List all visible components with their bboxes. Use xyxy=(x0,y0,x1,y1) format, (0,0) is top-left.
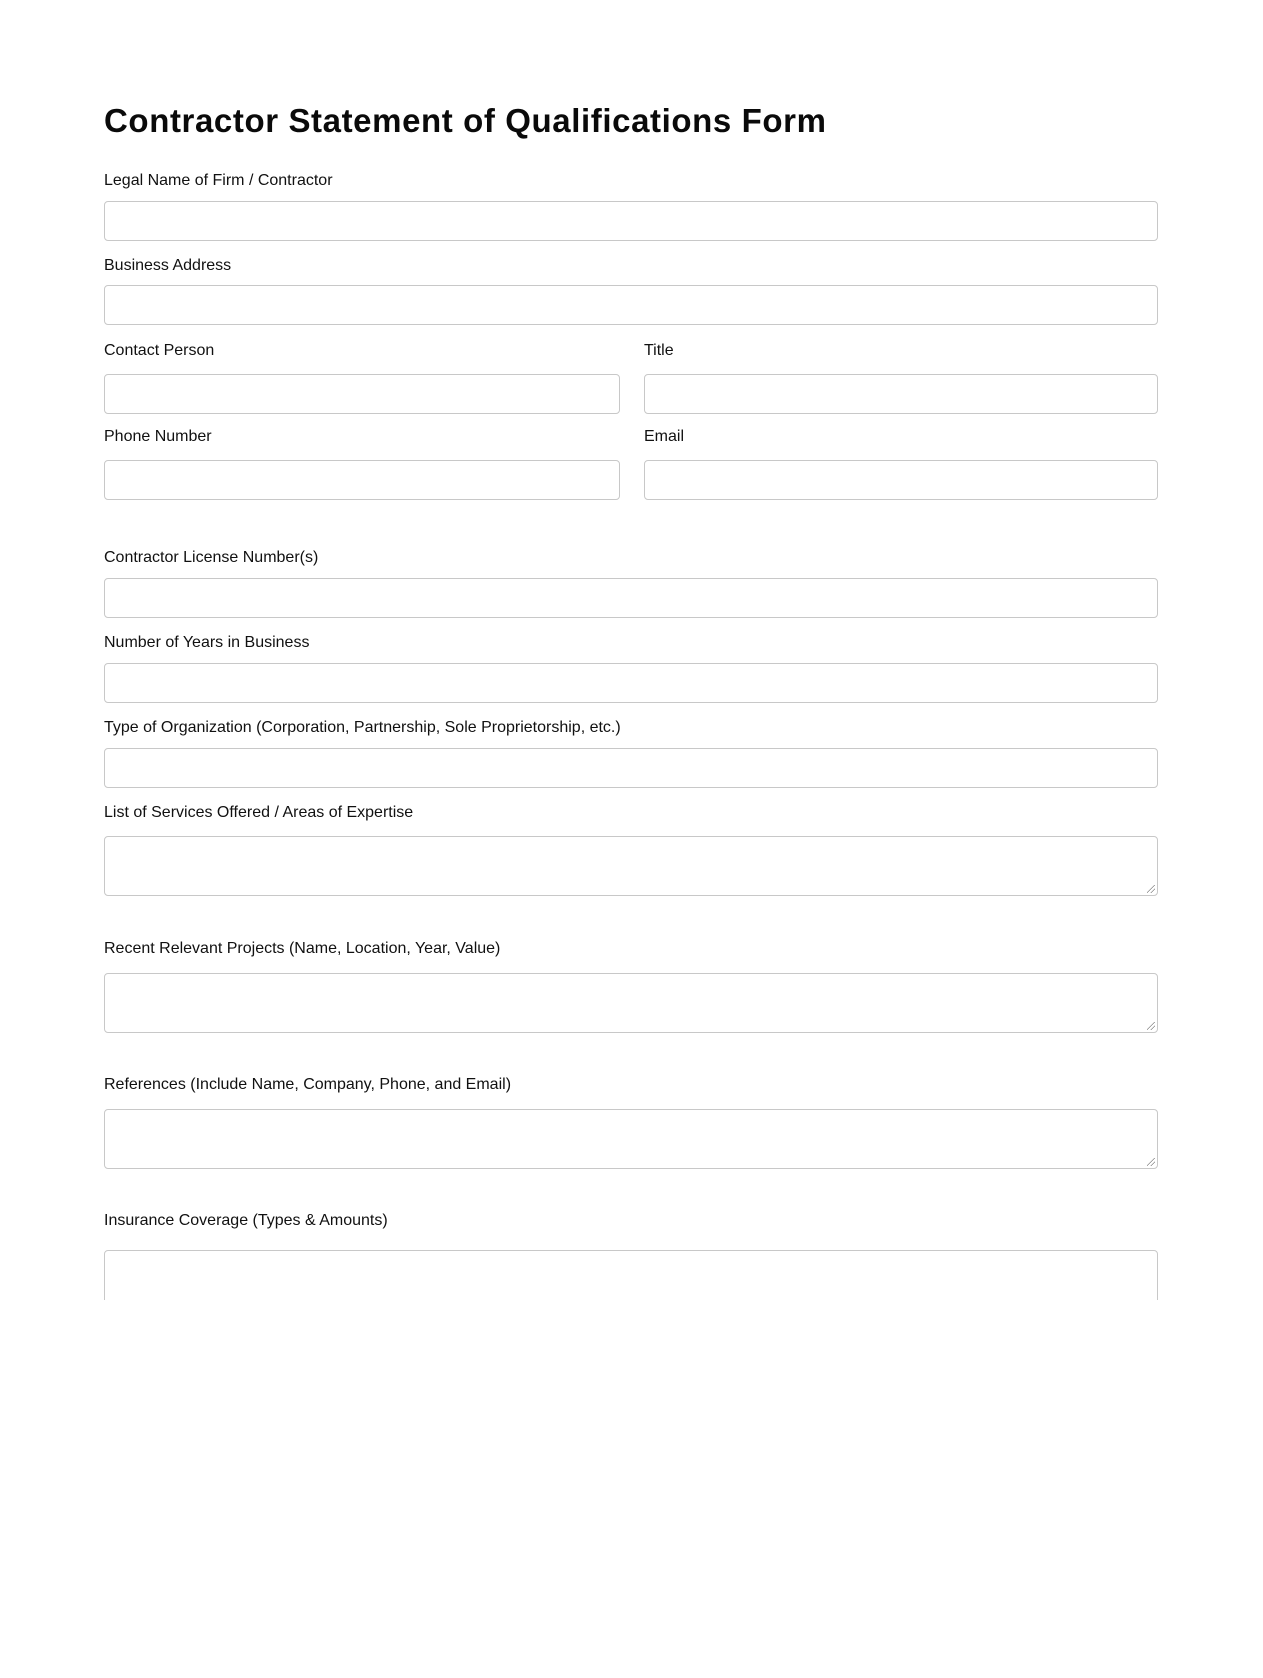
organization-type-label: Type of Organization (Corporation, Partnership, Sole Proprietorship, etc.) xyxy=(104,719,621,736)
title-label: Title xyxy=(644,342,674,359)
license-numbers-input[interactable] xyxy=(104,578,1158,618)
years-in-business-field xyxy=(104,634,1158,704)
recent-projects-field xyxy=(104,940,1158,1034)
recent-projects-textarea[interactable] xyxy=(104,973,1158,1033)
contact-person-label: Contact Person xyxy=(104,342,215,359)
references-field xyxy=(104,1076,1158,1170)
email-label: Email xyxy=(644,428,685,445)
insurance-field xyxy=(104,1212,1158,1300)
legal-name-input[interactable] xyxy=(104,201,1158,241)
page-title: Contractor Statement of Qualifications Form xyxy=(104,102,827,139)
resize-handle-icon[interactable] xyxy=(1147,885,1155,893)
organization-type-field xyxy=(104,719,1158,789)
phone-label: Phone Number xyxy=(104,428,212,445)
resize-handle-icon[interactable] xyxy=(1147,1158,1155,1166)
phone-input[interactable] xyxy=(104,460,620,500)
legal-name-field xyxy=(104,172,1158,242)
business-address-input[interactable] xyxy=(104,285,1158,325)
license-numbers-field xyxy=(104,549,1158,619)
title-field xyxy=(644,342,1158,412)
legal-name-label: Legal Name of Firm / Contractor xyxy=(104,172,333,189)
contact-person-field xyxy=(104,342,620,412)
phone-field xyxy=(104,428,620,500)
form-page xyxy=(104,0,1158,1300)
business-address-field xyxy=(104,257,1158,327)
services-label: List of Services Offered / Areas of Expertise xyxy=(104,804,414,821)
references-textarea[interactable] xyxy=(104,1109,1158,1169)
business-address-label: Business Address xyxy=(104,257,232,274)
license-numbers-label: Contractor License Number(s) xyxy=(104,549,319,566)
resize-handle-icon[interactable] xyxy=(1147,1022,1155,1030)
insurance-textarea[interactable] xyxy=(104,1250,1158,1300)
email-input[interactable] xyxy=(644,460,1158,500)
organization-type-input[interactable] xyxy=(104,748,1158,788)
recent-projects-label: Recent Relevant Projects (Name, Location, Year, Value) xyxy=(104,940,501,957)
years-in-business-label: Number of Years in Business xyxy=(104,634,310,651)
services-textarea[interactable] xyxy=(104,836,1158,896)
email-field xyxy=(644,428,1158,500)
title-input[interactable] xyxy=(644,374,1158,414)
contact-person-input[interactable] xyxy=(104,374,620,414)
services-field xyxy=(104,804,1158,896)
years-in-business-input[interactable] xyxy=(104,663,1158,703)
references-label: References (Include Name, Company, Phone, and Email) xyxy=(104,1076,512,1093)
insurance-label: Insurance Coverage (Types & Amounts) xyxy=(104,1212,388,1229)
